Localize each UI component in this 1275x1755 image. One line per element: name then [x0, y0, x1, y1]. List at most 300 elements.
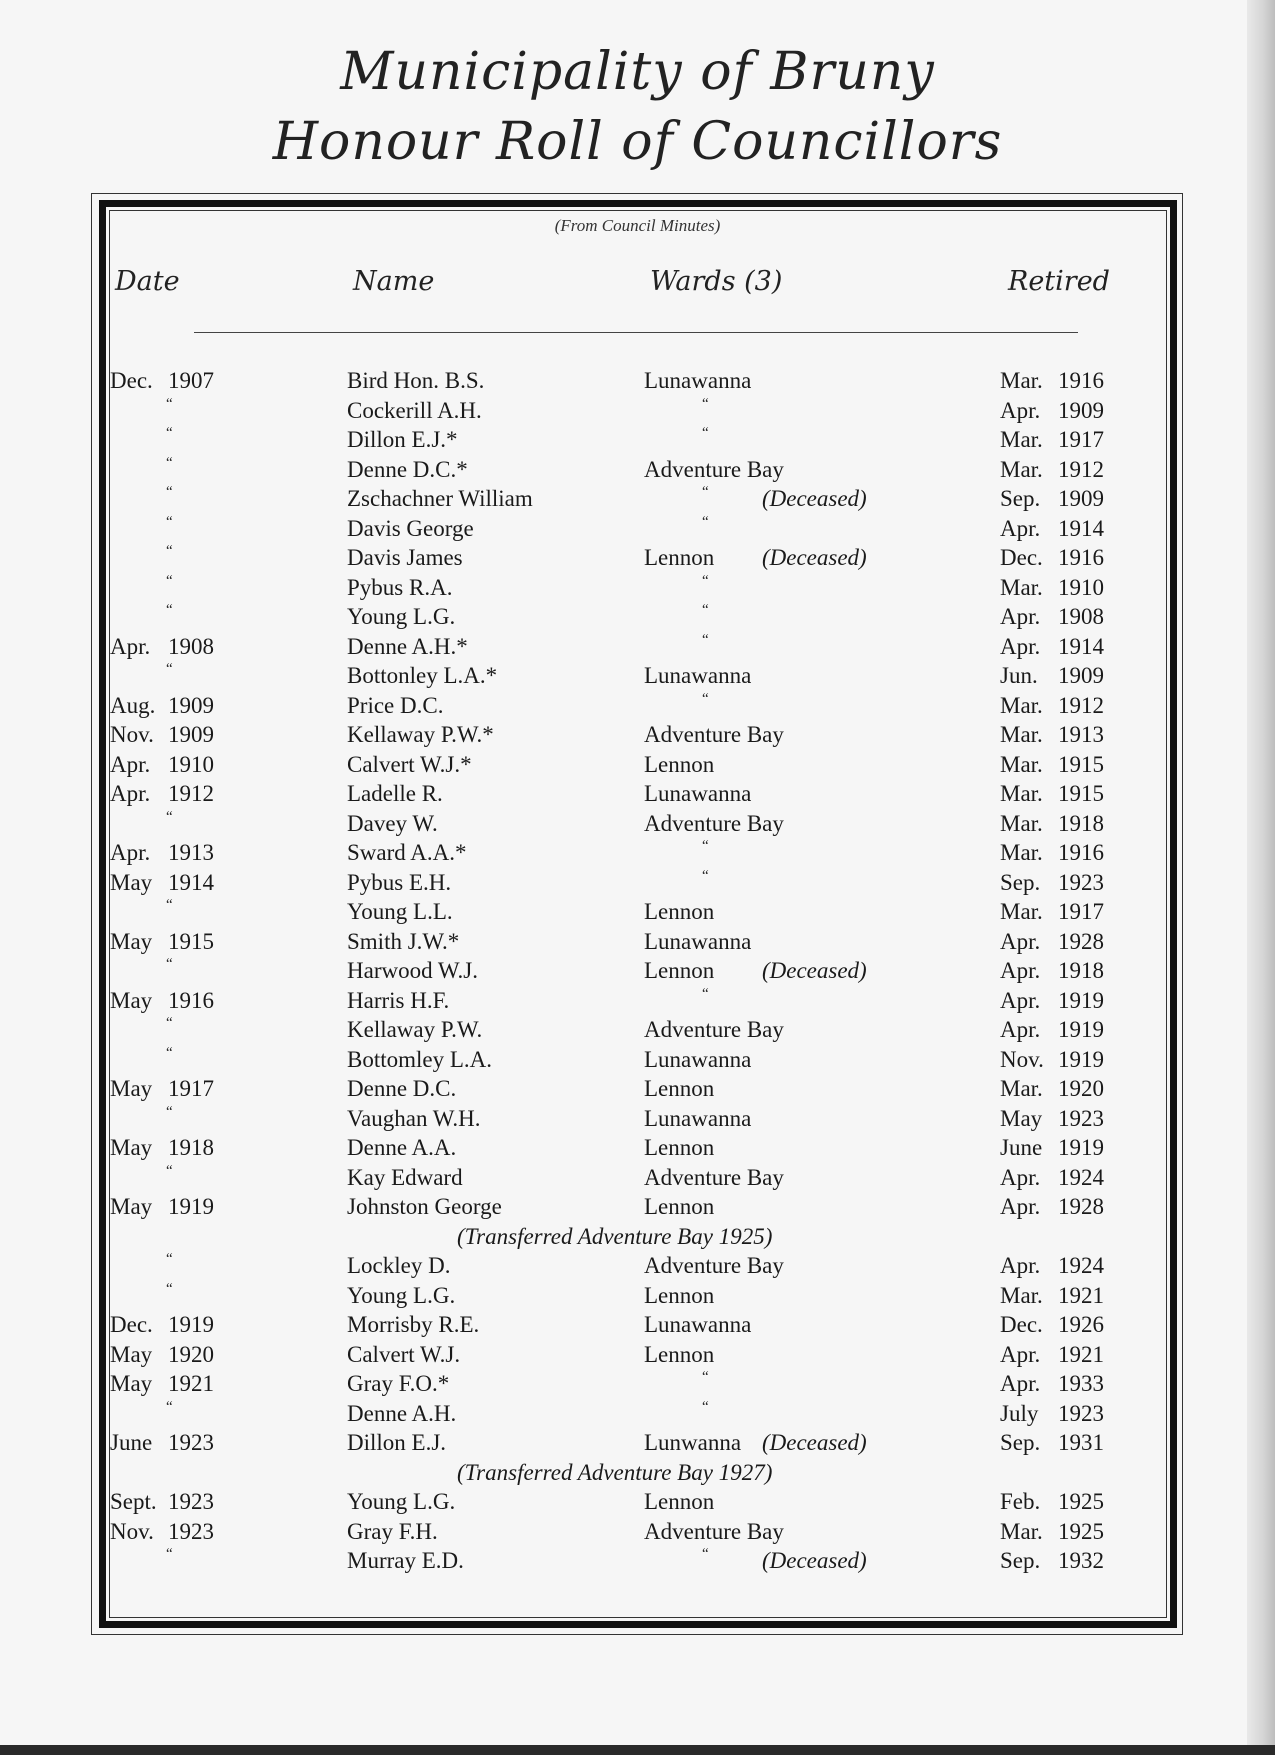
- name-cell: Bottomley L.A.: [347, 1046, 493, 1072]
- councillor-table: [0, 366, 1275, 1576]
- name-cell: Young L.G.: [347, 1282, 456, 1308]
- retired-month: May: [1000, 1105, 1043, 1131]
- ward-ditto-mark: “: [702, 1369, 709, 1385]
- ward-cell: Lunawanna: [644, 1046, 752, 1072]
- retired-cell: [1000, 514, 1104, 544]
- date-ditto-mark: “: [166, 1398, 173, 1415]
- table-row: [0, 720, 1275, 750]
- ward-ditto-mark: “: [702, 572, 709, 589]
- retired-cell: [1000, 1163, 1104, 1193]
- retired-cell: [1000, 809, 1104, 839]
- retired-year: 1912: [1058, 456, 1104, 482]
- date-ditto-mark: “: [166, 395, 173, 412]
- date-year: 1921: [168, 1371, 214, 1396]
- retired-cell: [1000, 1399, 1104, 1429]
- note-cell: (Deceased): [762, 1548, 867, 1573]
- retired-month: July: [1000, 1400, 1039, 1426]
- table-row: [0, 366, 1275, 396]
- name-cell: Davis George: [347, 515, 474, 541]
- table-row: [0, 1015, 1275, 1045]
- name-cell: Murray E.D.: [347, 1548, 464, 1573]
- retired-month: Mar.: [1000, 751, 1043, 777]
- date-cell: [110, 986, 214, 1016]
- name-cell: Kay Edward: [347, 1164, 463, 1190]
- name-cell: Young L.G.: [347, 1489, 456, 1514]
- date-year: 1909: [168, 722, 214, 747]
- table-row: [0, 661, 1275, 691]
- retired-month: Apr.: [1000, 633, 1041, 659]
- retired-cell: [1000, 396, 1104, 426]
- retired-year: 1916: [1058, 368, 1104, 393]
- retired-month: Mar.: [1000, 781, 1043, 806]
- name-cell: Vaughan W.H.: [347, 1105, 481, 1131]
- date-month: June: [110, 1430, 153, 1455]
- ward-cell: Lennon: [644, 1282, 715, 1308]
- retired-month: Sep.: [1000, 1548, 1041, 1573]
- date-ditto-mark: “: [166, 897, 173, 913]
- table-row: [0, 602, 1275, 632]
- date-year: 1923: [168, 1518, 214, 1544]
- date-cell: [110, 632, 214, 662]
- retired-month: Apr.: [1000, 928, 1041, 954]
- ward-cell: Adventure Bay: [644, 456, 784, 482]
- retired-year: 1914: [1058, 633, 1104, 659]
- table-row: [0, 543, 1275, 573]
- retired-cell: [1000, 838, 1104, 868]
- retired-cell: [1000, 868, 1104, 898]
- retired-month: Sep.: [1000, 1430, 1041, 1455]
- retired-year: 1915: [1058, 751, 1104, 777]
- retired-month: Apr.: [1000, 1253, 1041, 1278]
- ward-ditto-mark: “: [702, 690, 709, 707]
- table-row: [0, 838, 1275, 868]
- retired-year: 1919: [1058, 1135, 1104, 1160]
- transfer-note-row: [0, 1222, 1275, 1252]
- table-row: [0, 897, 1275, 927]
- date-month: Nov.: [110, 722, 154, 747]
- date-cell: [110, 1517, 214, 1547]
- ward-cell: Lunawanna: [644, 663, 752, 688]
- retired-month: Mar.: [1000, 1282, 1043, 1308]
- name-cell: Morrisby R.E.: [347, 1312, 480, 1337]
- retired-month: Mar.: [1000, 722, 1043, 747]
- table-row: [0, 1104, 1275, 1134]
- name-cell: Dillon E.J.: [347, 1430, 447, 1455]
- retired-cell: [1000, 1369, 1104, 1399]
- date-ditto-mark: “: [166, 808, 173, 825]
- date-cell: [110, 1340, 214, 1370]
- date-ditto-mark: “: [166, 513, 173, 530]
- table-row: [0, 1310, 1275, 1340]
- table-row: [0, 1133, 1275, 1163]
- retired-year: 1909: [1058, 397, 1104, 423]
- date-ditto-mark: “: [166, 1015, 173, 1031]
- note-cell: (Deceased): [762, 545, 867, 570]
- ward-cell: Adventure Bay: [644, 1164, 784, 1190]
- date-cell: [110, 691, 214, 721]
- table-row: [0, 396, 1275, 426]
- date-month: May: [110, 987, 153, 1013]
- retired-month: Mar.: [1000, 456, 1043, 482]
- name-cell: Pybus R.A.: [347, 574, 453, 600]
- retired-cell: [1000, 543, 1104, 573]
- table-row: [0, 1192, 1275, 1222]
- retired-cell: [1000, 779, 1104, 809]
- ward-cell: Lennon: [644, 1194, 715, 1219]
- name-cell: Calvert W.J.*: [347, 751, 472, 777]
- retired-year: 1921: [1058, 1341, 1104, 1367]
- retired-cell: [1000, 1281, 1104, 1311]
- date-month: May: [110, 1341, 153, 1367]
- name-cell: Johnston George: [347, 1194, 502, 1219]
- name-cell: Denne D.C.*: [347, 456, 468, 482]
- ward-ditto-mark: “: [702, 395, 709, 412]
- date-month: Apr.: [110, 633, 151, 659]
- retired-month: Dec.: [1000, 1312, 1043, 1337]
- table-row: [0, 1546, 1275, 1576]
- retired-year: 1923: [1058, 1400, 1104, 1426]
- ward-cell: Lennon: [644, 958, 715, 983]
- table-row: [0, 927, 1275, 957]
- retired-month: Mar.: [1000, 840, 1043, 865]
- date-year: 1919: [168, 1194, 214, 1219]
- date-cell: [110, 1428, 214, 1458]
- table-row: [0, 632, 1275, 662]
- table-row: [0, 1399, 1275, 1429]
- ward-cell: Adventure Bay: [644, 1518, 784, 1544]
- ward-cell: Adventure Bay: [644, 810, 784, 836]
- retired-year: 1931: [1058, 1430, 1104, 1455]
- ward-cell: Lennon: [644, 545, 715, 570]
- retired-cell: [1000, 602, 1104, 632]
- date-cell: [110, 1310, 214, 1340]
- table-row: [0, 691, 1275, 721]
- date-month: Apr.: [110, 781, 151, 806]
- date-year: 1907: [168, 368, 214, 393]
- header-rule: [194, 332, 1078, 333]
- ward-cell: Lunwanna: [644, 1430, 742, 1455]
- ward-ditto-mark: “: [702, 985, 709, 1002]
- retired-year: 1925: [1058, 1489, 1104, 1514]
- retired-month: Apr.: [1000, 1017, 1041, 1042]
- retired-year: 1932: [1058, 1548, 1104, 1573]
- table-row: [0, 1428, 1275, 1458]
- retired-cell: [1000, 455, 1104, 485]
- retired-month: Mar.: [1000, 810, 1043, 836]
- retired-cell: [1000, 986, 1104, 1016]
- date-year: 1913: [168, 840, 214, 865]
- date-year: 1923: [168, 1489, 214, 1514]
- date-month: Nov.: [110, 1518, 154, 1544]
- retired-cell: [1000, 1546, 1104, 1576]
- name-cell: Kellaway P.W.*: [347, 722, 494, 747]
- date-cell: [110, 868, 214, 898]
- ward-cell: Adventure Bay: [644, 1017, 784, 1042]
- name-cell: Calvert W.J.: [347, 1341, 461, 1367]
- date-cell: [110, 1192, 214, 1222]
- ward-cell: Lennon: [644, 1076, 715, 1101]
- transfer-note: (Transferred Adventure Bay 1925): [457, 1223, 773, 1249]
- retired-month: Jun.: [1000, 663, 1038, 688]
- scan-bottom-edge: [0, 1745, 1275, 1755]
- name-cell: Denne A.H.*: [347, 633, 468, 659]
- date-year: 1915: [168, 928, 214, 954]
- date-cell: [110, 1133, 214, 1163]
- table-row: [0, 956, 1275, 986]
- retired-year: 1928: [1058, 928, 1104, 954]
- retired-year: 1923: [1058, 869, 1104, 895]
- table-row: [0, 868, 1275, 898]
- date-month: Apr.: [110, 751, 151, 777]
- retired-year: 1924: [1058, 1164, 1104, 1190]
- date-year: 1920: [168, 1341, 214, 1367]
- ward-ditto-mark: “: [702, 602, 709, 618]
- ward-ditto-mark: “: [702, 425, 709, 441]
- retired-cell: [1000, 1104, 1104, 1134]
- table-row: [0, 1369, 1275, 1399]
- ward-ditto-mark: “: [702, 867, 709, 884]
- name-cell: Gray F.H.: [347, 1518, 438, 1544]
- retired-month: Apr.: [1000, 1371, 1041, 1396]
- header-name: Name: [353, 266, 435, 297]
- retired-cell: [1000, 1487, 1104, 1517]
- date-ditto-mark: “: [166, 1162, 173, 1179]
- retired-month: Apr.: [1000, 987, 1041, 1013]
- ward-ditto-mark: “: [702, 1398, 709, 1415]
- retired-year: 1919: [1058, 1017, 1104, 1042]
- date-ditto-mark: “: [166, 454, 173, 471]
- retired-cell: [1000, 573, 1104, 603]
- date-cell: [110, 838, 214, 868]
- retired-cell: [1000, 1133, 1104, 1163]
- date-cell: [110, 366, 214, 396]
- header-date: Date: [115, 266, 180, 297]
- table-row: [0, 1487, 1275, 1517]
- name-cell: Dillon E.J.*: [347, 427, 458, 452]
- date-year: 1917: [168, 1076, 214, 1101]
- date-ditto-mark: “: [166, 425, 173, 441]
- retired-year: 1918: [1058, 958, 1104, 983]
- date-ditto-mark: “: [166, 484, 173, 500]
- retired-month: Mar.: [1000, 692, 1043, 718]
- transfer-note: (Transferred Adventure Bay 1927): [457, 1459, 773, 1485]
- header-wards: Wards (3): [650, 266, 783, 297]
- retired-year: 1916: [1058, 545, 1104, 570]
- retired-year: 1910: [1058, 574, 1104, 600]
- date-ditto-mark: “: [166, 1044, 173, 1061]
- ward-cell: Lennon: [644, 1135, 715, 1160]
- retired-month: Apr.: [1000, 604, 1041, 629]
- retired-month: Apr.: [1000, 958, 1041, 983]
- name-cell: Pybus E.H.: [347, 869, 452, 895]
- ward-ditto-mark: “: [702, 1546, 709, 1562]
- retired-cell: [1000, 1517, 1104, 1547]
- ward-cell: Lunawanna: [644, 928, 752, 954]
- table-row: [0, 750, 1275, 780]
- retired-year: 1921: [1058, 1282, 1104, 1308]
- retired-month: Sep.: [1000, 486, 1041, 511]
- name-cell: Davey W.: [347, 810, 438, 836]
- date-cell: [110, 1369, 214, 1399]
- table-row: [0, 425, 1275, 455]
- ward-cell: Lennon: [644, 899, 715, 924]
- note-cell: (Deceased): [762, 486, 867, 511]
- name-cell: Denne D.C.: [347, 1076, 457, 1101]
- retired-year: 1933: [1058, 1371, 1104, 1396]
- retired-month: Apr.: [1000, 1341, 1041, 1367]
- date-ditto-mark: “: [166, 956, 173, 972]
- retired-cell: [1000, 1045, 1104, 1075]
- date-month: Sept.: [110, 1489, 157, 1514]
- date-ditto-mark: “: [166, 1103, 173, 1120]
- name-cell: Young L.L.: [347, 899, 453, 924]
- retired-cell: [1000, 366, 1104, 396]
- date-ditto-mark: “: [166, 1251, 173, 1267]
- retired-cell: [1000, 1015, 1104, 1045]
- name-cell: Price D.C.: [347, 692, 444, 718]
- retired-month: Mar.: [1000, 899, 1043, 924]
- retired-year: 1909: [1058, 663, 1104, 688]
- date-month: May: [110, 869, 153, 895]
- title-line-1: Municipality of Bruny: [340, 42, 935, 102]
- date-year: 1923: [168, 1430, 214, 1455]
- date-ditto-mark: “: [166, 1546, 173, 1562]
- retired-year: 1923: [1058, 1105, 1104, 1131]
- date-month: Aug.: [110, 692, 156, 718]
- retired-cell: [1000, 1340, 1104, 1370]
- retired-cell: [1000, 897, 1104, 927]
- date-month: May: [110, 1371, 153, 1396]
- ward-ditto-mark: “: [702, 513, 709, 530]
- retired-month: Mar.: [1000, 1076, 1043, 1101]
- date-month: May: [110, 928, 153, 954]
- retired-month: Apr.: [1000, 1194, 1041, 1219]
- retired-year: 1926: [1058, 1312, 1104, 1337]
- name-cell: Denne A.A.: [347, 1135, 457, 1160]
- ward-ditto-mark: “: [702, 631, 709, 648]
- ward-cell: Lunawanna: [644, 1105, 752, 1131]
- retired-year: 1913: [1058, 722, 1104, 747]
- date-cell: [110, 1487, 214, 1517]
- name-cell: Sward A.A.*: [347, 840, 467, 865]
- name-cell: Harwood W.J.: [347, 958, 478, 983]
- header-retired: Retired: [1008, 266, 1110, 297]
- date-ditto-mark: “: [166, 1280, 173, 1297]
- date-ditto-mark: “: [166, 572, 173, 589]
- retired-cell: [1000, 720, 1104, 750]
- ward-cell: Adventure Bay: [644, 1253, 784, 1278]
- table-row: [0, 573, 1275, 603]
- name-cell: Zschachner William: [347, 486, 533, 511]
- table-row: [0, 514, 1275, 544]
- retired-month: Apr.: [1000, 397, 1041, 423]
- table-row: [0, 779, 1275, 809]
- ward-cell: Lunawanna: [644, 1312, 752, 1337]
- date-cell: [110, 750, 214, 780]
- date-cell: [110, 1074, 214, 1104]
- date-month: Dec.: [110, 368, 153, 393]
- retired-year: 1920: [1058, 1076, 1104, 1101]
- name-cell: Kellaway P.W.: [347, 1017, 483, 1042]
- ward-cell: Lennon: [644, 751, 715, 777]
- date-ditto-mark: “: [166, 602, 173, 618]
- date-month: May: [110, 1135, 153, 1160]
- date-month: May: [110, 1194, 153, 1219]
- retired-cell: [1000, 1310, 1104, 1340]
- date-year: 1916: [168, 987, 214, 1013]
- title-line-2: Honour Roll of Councillors: [272, 112, 1003, 172]
- ward-cell: Lunawanna: [644, 368, 752, 393]
- retired-month: Mar.: [1000, 1518, 1043, 1544]
- retired-year: 1912: [1058, 692, 1104, 718]
- retired-year: 1917: [1058, 899, 1104, 924]
- retired-month: Dec.: [1000, 545, 1043, 570]
- note-cell: (Deceased): [762, 958, 867, 983]
- retired-year: 1924: [1058, 1253, 1104, 1278]
- retired-year: 1915: [1058, 781, 1104, 806]
- date-cell: [110, 927, 214, 957]
- date-month: Apr.: [110, 840, 151, 865]
- retired-year: 1918: [1058, 810, 1104, 836]
- retired-month: Apr.: [1000, 515, 1041, 541]
- retired-year: 1908: [1058, 604, 1104, 629]
- table-row: [0, 1074, 1275, 1104]
- ward-cell: Adventure Bay: [644, 722, 784, 747]
- date-year: 1912: [168, 781, 214, 806]
- table-row: [0, 455, 1275, 485]
- retired-year: 1914: [1058, 515, 1104, 541]
- table-row: [0, 809, 1275, 839]
- name-cell: Lockley D.: [347, 1253, 451, 1278]
- retired-cell: [1000, 1428, 1104, 1458]
- name-cell: Young L.G.: [347, 604, 456, 629]
- retired-month: Nov.: [1000, 1046, 1044, 1072]
- name-cell: Smith J.W.*: [347, 928, 460, 954]
- table-row: [0, 986, 1275, 1016]
- retired-cell: [1000, 1192, 1104, 1222]
- table-row: [0, 1045, 1275, 1075]
- name-cell: Gray F.O.*: [347, 1371, 450, 1396]
- date-year: 1914: [168, 869, 214, 895]
- retired-year: 1928: [1058, 1194, 1104, 1219]
- date-year: 1919: [168, 1312, 214, 1337]
- date-month: May: [110, 1076, 153, 1101]
- name-cell: Bottonley L.A.*: [347, 663, 498, 688]
- retired-cell: [1000, 927, 1104, 957]
- ward-cell: Lunawanna: [644, 781, 752, 806]
- retired-cell: [1000, 691, 1104, 721]
- retired-cell: [1000, 750, 1104, 780]
- date-cell: [110, 779, 214, 809]
- date-year: 1910: [168, 751, 214, 777]
- date-cell: [110, 720, 214, 750]
- table-row: [0, 1340, 1275, 1370]
- retired-month: Mar.: [1000, 427, 1043, 452]
- retired-month: Mar.: [1000, 574, 1043, 600]
- retired-year: 1909: [1058, 486, 1104, 511]
- table-row: [0, 1251, 1275, 1281]
- retired-cell: [1000, 661, 1104, 691]
- date-ditto-mark: “: [166, 543, 173, 559]
- retired-month: Mar.: [1000, 368, 1043, 393]
- retired-month: Apr.: [1000, 1164, 1041, 1190]
- table-row: [0, 1517, 1275, 1547]
- retired-cell: [1000, 484, 1104, 514]
- name-cell: Bird Hon. B.S.: [347, 368, 485, 393]
- retired-year: 1917: [1058, 427, 1104, 452]
- retired-cell: [1000, 956, 1104, 986]
- retired-cell: [1000, 632, 1104, 662]
